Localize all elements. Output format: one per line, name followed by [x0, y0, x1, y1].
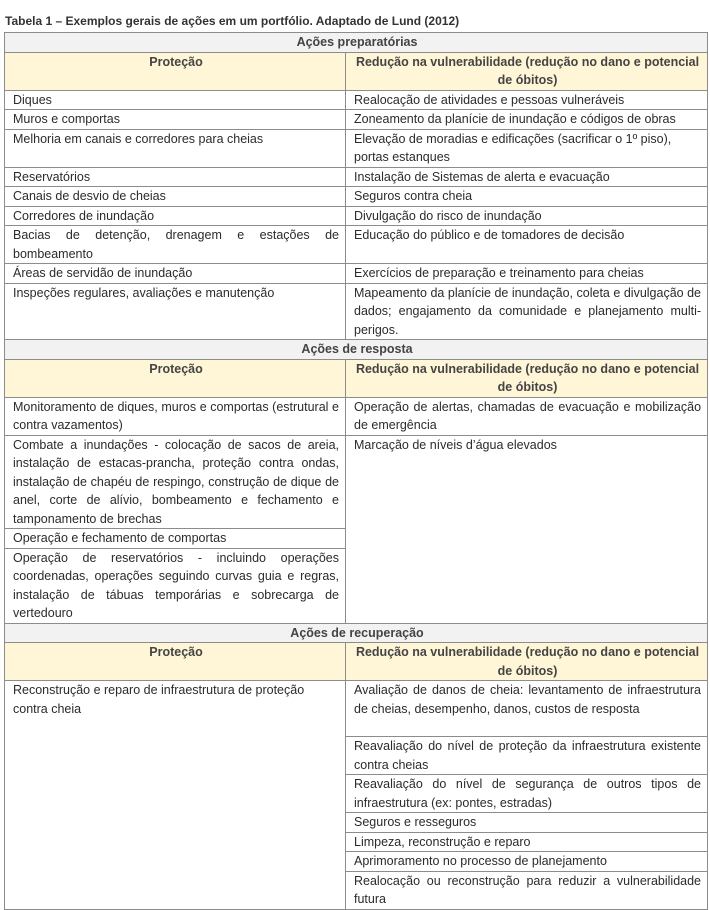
- protection-cell: Reconstrução e reparo de infraestrutura de proteção contra cheia: [5, 681, 346, 910]
- vulnerability-cell: Mapeamento da planície de inundação, coleta e divulgação de dados; engajamento da comunidade e planejamento multi-perigos.: [346, 283, 708, 340]
- protection-cell: Muros e comportas: [5, 110, 346, 130]
- section-title-preparatory: Ações preparatórias: [5, 33, 708, 53]
- vulnerability-cell: Divulgação do risco de inundação: [346, 206, 708, 226]
- vulnerability-cell: Zoneamento da planície de inundação e códigos de obras: [346, 110, 708, 130]
- vulnerability-cell: Avaliação de danos de cheia: levantamento de infraestrutura de cheias, desempenho, danos, custos de resposta: [346, 681, 708, 737]
- protection-cell: Operação de reservatórios - incluindo operações coordenadas, operações seguindo curvas guia e regras, instalação de tábuas temporárias e sobrecarga de vertedouro: [5, 548, 346, 623]
- actions-portfolio-table: [4, 32, 708, 910]
- table-row: [5, 206, 708, 226]
- vulnerability-cell: Elevação de moradias e edificações (sacrificar o 1º piso), portas estanques: [346, 129, 708, 167]
- table-row: [5, 90, 708, 110]
- header-vulnerability: Redução na vulnerabilidade (redução no dano e potencial de óbitos): [346, 643, 708, 681]
- header-vulnerability: Redução na vulnerabilidade (redução no dano e potencial de óbitos): [346, 52, 708, 90]
- table-row: [5, 187, 708, 207]
- table-row: [5, 129, 708, 167]
- table-row: [5, 681, 708, 737]
- table-row: [5, 110, 708, 130]
- header-protection: Proteção: [5, 52, 346, 90]
- section-title-recovery: Ações de recuperação: [5, 623, 708, 643]
- vulnerability-cell: Aprimoramento no processo de planejamento: [346, 852, 708, 872]
- vulnerability-cell: Seguros contra cheia: [346, 187, 708, 207]
- vulnerability-cell: Reavaliação do nível de proteção da infraestrutura existente contra cheias: [346, 737, 708, 775]
- vulnerability-cell: Seguros e resseguros: [346, 813, 708, 833]
- vulnerability-cell: Realocação de atividades e pessoas vulneráveis: [346, 90, 708, 110]
- section-title-response: Ações de resposta: [5, 340, 708, 360]
- table-row: [5, 167, 708, 187]
- vulnerability-cell: Educação do público e de tomadores de decisão: [346, 226, 708, 264]
- table-row: [5, 264, 708, 284]
- vulnerability-cell: Exercícios de preparação e treinamento para cheias: [346, 264, 708, 284]
- protection-cell: Inspeções regulares, avaliações e manutenção: [5, 283, 346, 340]
- protection-cell: Canais de desvio de cheias: [5, 187, 346, 207]
- protection-cell: Bacias de detenção, drenagem e estações de bombeamento: [5, 226, 346, 264]
- header-protection: Proteção: [5, 643, 346, 681]
- vulnerability-cell: Reavaliação do nível de segurança de outros tipos de infraestrutura (ex: pontes, estradas): [346, 775, 708, 813]
- vulnerability-cell: Operação de alertas, chamadas de evacuação e mobilização de emergência: [346, 397, 708, 435]
- vulnerability-cell: Limpeza, reconstrução e reparo: [346, 832, 708, 852]
- protection-cell: Operação e fechamento de comportas: [5, 529, 346, 549]
- protection-cell: Combate a inundações - colocação de sacos de areia, instalação de estacas-prancha, proteção contra ondas, instalação de chapéu de respingo, construção de dique de anel, corte de alívio, bombeamento e fechamento e tamponamento de brechas: [5, 435, 346, 529]
- table-row: [5, 397, 708, 435]
- table-caption: Tabela 1 – Exemplos gerais de ações em um portfólio. Adaptado de Lund (2012): [5, 14, 460, 28]
- protection-cell: Áreas de servidão de inundação: [5, 264, 346, 284]
- vulnerability-cell: Marcação de níveis d’água elevados: [346, 435, 708, 623]
- table-row: [5, 226, 708, 264]
- header-protection: Proteção: [5, 359, 346, 397]
- protection-cell: Corredores de inundação: [5, 206, 346, 226]
- protection-cell: Melhoria em canais e corredores para cheias: [5, 129, 346, 167]
- table-row: [5, 435, 708, 529]
- protection-cell: Monitoramento de diques, muros e comportas (estrutural e contra vazamentos): [5, 397, 346, 435]
- protection-cell: Reservatórios: [5, 167, 346, 187]
- vulnerability-cell: Instalação de Sistemas de alerta e evacuação: [346, 167, 708, 187]
- header-vulnerability: Redução na vulnerabilidade (redução no dano e potencial de óbitos): [346, 359, 708, 397]
- protection-cell: Diques: [5, 90, 346, 110]
- vulnerability-cell: Realocação ou reconstrução para reduzir a vulnerabilidade futura: [346, 871, 708, 909]
- table-row: [5, 283, 708, 340]
